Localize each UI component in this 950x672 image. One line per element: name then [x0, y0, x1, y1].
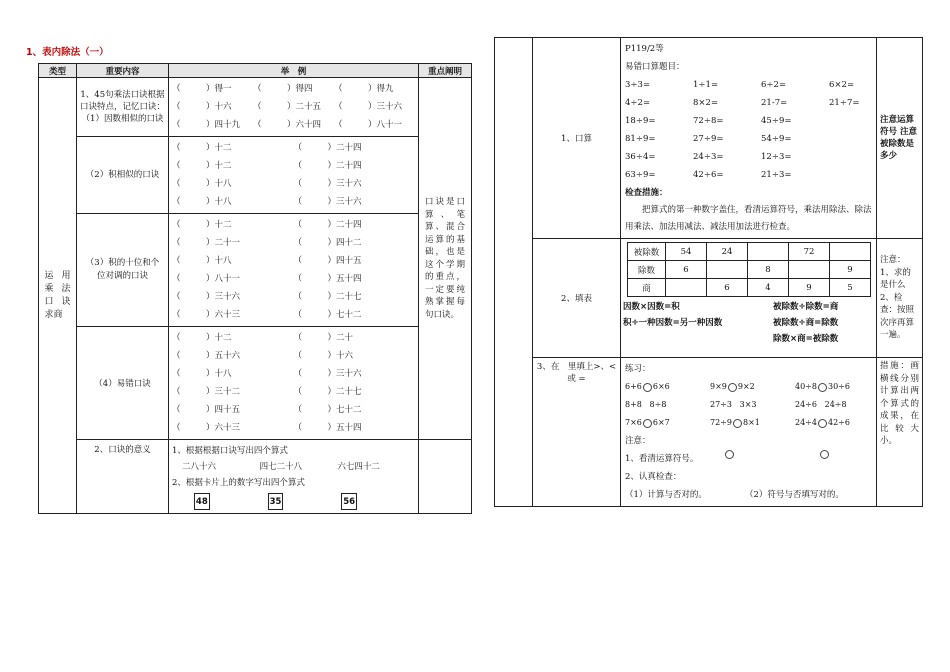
left-summary-table — [38, 63, 472, 514]
fill-label: 2、填表 — [533, 239, 621, 358]
blank-circle[interactable] — [733, 419, 742, 428]
blank-circle[interactable] — [643, 419, 652, 428]
section-rows: （ ）十二 （ ）二十四 （ ）十二 （ ）二十四 （ ）十八 （ ）三十六 （ ）十八 （ ）三十六 — [169, 137, 419, 214]
compare-label: 3、在 里填上>、< 或 = — [533, 358, 621, 507]
section-rows: （ ）十二 （ ）二十 （ ）五十六 （ ）十六 （ ）十八 （ ）三十六 （ ）三十二 （ ）二十七 （ ）四十五 （ ）七十二 （ ）六十三 （ ）五十四 — [169, 327, 419, 440]
section-label: （2）积相似的口诀 — [77, 137, 169, 214]
section-rows: （ ）得一 （ ）得四 （ ）得九 （ ）十六 （ ）二十五 （ ）三十六 （ ）四十九 （ ）六十四 （ ）八十一 — [169, 78, 419, 137]
blank-circle[interactable] — [643, 383, 652, 392]
section-label: （4）易错口诀 — [77, 327, 169, 440]
blank-circle[interactable] — [818, 383, 827, 392]
compare-note: 措施：画横线分别计算出两个算式的成果，在比较大小。 — [877, 358, 923, 507]
header-content: 重要内容 — [77, 64, 169, 78]
fill-note: 注意：1、求的是什么 2、检查：按照次序再算一遍。 — [877, 239, 923, 358]
number-card: 56 — [341, 493, 357, 510]
type-cell: 运用乘法口诀求商 — [39, 78, 77, 514]
oral-content: P119/2等 易错口算题目： 3÷3= 1÷1= 6÷2= 6×2= 4÷2= 8×2= 21-7= 21÷7= 18÷9= 72÷8= 45÷9= 81÷9= 27÷9= 54÷9= 36÷4= 24÷3= 12÷3= 63÷9= 42÷6= 21÷3= 检查措施： 把算式的第一种数字盖住，看清运算符号，乘法用除法、除法用乘法、加法用减法、减法用加法进行检查。 — [621, 38, 877, 239]
oral-note: 注意运算符号 注意被除数是多少 — [877, 38, 923, 239]
compare-content: 练习： 6+6 6×6 9×9 9×2 40÷8 30÷6 8+8 8÷8 27÷3 3×3 24÷6 24÷8 7×6 6×7 72÷9 8×1 24÷4 42÷6 注意： 1、看清运算符号。 2、认真检查： （1）计算与否对的。 （2）符号与否填写对的。 — [621, 358, 877, 507]
meaning-label: 2、口诀的意义 — [77, 440, 169, 514]
number-card: 48 — [194, 493, 210, 510]
header-example: 举 例 — [169, 64, 419, 78]
fill-content: 被除数 54 24 72 除数 6 8 9 商 6 4 9 5 因数×因数=积 积÷一种因数=另一种因数 被除数÷除数=商 被除数÷商=除数 除数×商=被除数 — [621, 239, 877, 358]
division-table: 被除数 54 24 72 除数 6 8 9 商 6 4 9 5 — [627, 242, 871, 297]
page-title: 1、表内除法（一） — [26, 47, 109, 58]
section-label: （3）积的十位和个位对调的口诀 — [77, 214, 169, 327]
header-note: 重点阐明 — [419, 64, 472, 78]
blank-circle[interactable] — [818, 419, 827, 428]
oral-label: 1、口算 — [533, 38, 621, 239]
key-note: 口诀是口算、笔算、混合运算的基础，也是这个学期的重点，一定要纯熟掌握每句口诀。 — [419, 78, 472, 440]
section-rows: （ ）十二 （ ）二十四 （ ）二十一 （ ）四十二 （ ）十八 （ ）四十五 （ ）八十一 （ ）五十四 （ ）三十六 （ ）二十七 （ ）六十三 （ ）七十二 — [169, 214, 419, 327]
blank-circle[interactable] — [728, 383, 737, 392]
section-label: 1、45句乘法口诀根据口诀特点，记忆口诀：（1）因数相似的口诀 — [77, 78, 169, 137]
number-card: 35 — [268, 493, 284, 510]
meaning-content: 1、根据根据口诀写出四个算式 二八十六 四七二十八 六七四十二 2、根据卡片上的数字写出四个算式 48 35 56 — [169, 440, 419, 514]
right-practice-table — [494, 37, 923, 507]
header-type: 类型 — [39, 64, 77, 78]
